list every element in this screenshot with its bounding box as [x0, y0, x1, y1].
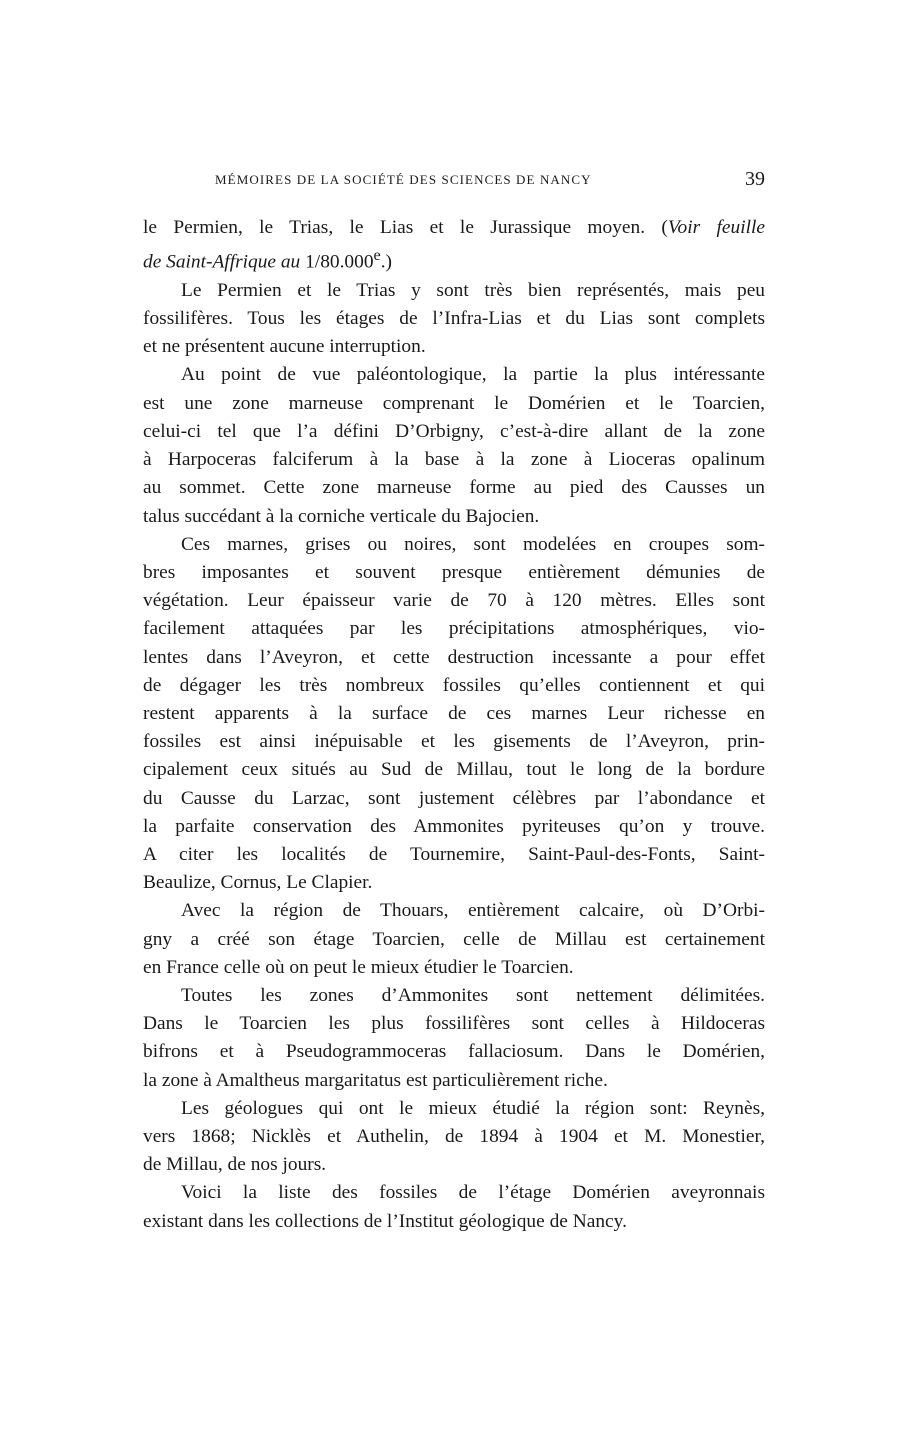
text-line: A citer les localités de Tournemire, Saint-Paul-des-Fonts, Saint-: [143, 843, 765, 865]
paragraph-2: [143, 277, 765, 362]
text-line: Les géologues qui ont le mieux étudié la région sont: Reynès,: [181, 1097, 765, 1119]
paragraph-5: [143, 897, 765, 982]
text-line: restent apparents à la surface de ces marnes Leur richesse en: [143, 702, 765, 724]
text-line: au sommet. Cette zone marneuse forme au pied des Causses un: [143, 477, 765, 499]
text-line: facilement attaquées par les précipitations atmosphériques, vio-: [143, 618, 765, 640]
text-run: le Permien, le Trias, le Lias et le Jurassique moyen. (: [143, 217, 668, 238]
text-line: à Harpoceras falciferum à la base à la zone à Lioceras opalinum: [143, 449, 765, 471]
text-line: celui-ci tel que l’a défini D’Orbigny, c’est-à-dire allant de la zone: [143, 420, 765, 442]
text-line: du Causse du Larzac, sont justement célèbres par l’abondance et: [143, 787, 765, 809]
text-line: [143, 242, 765, 277]
text-line: Beaulize, Cornus, Le Clapier.: [143, 872, 373, 894]
paragraph-8: [143, 1179, 765, 1235]
text-line: [143, 214, 765, 242]
text-run: .): [380, 251, 393, 273]
paragraph-3: [143, 361, 765, 530]
text-line: la parfaite conservation des Ammonites pyriteuses qu’on y trouve.: [143, 815, 765, 837]
text-line: gny a créé son étage Toarcien, celle de Millau est certainement: [143, 928, 765, 950]
text-line: et ne présentent aucune interruption.: [143, 336, 426, 358]
italic-run: de Saint-Affrique au: [143, 251, 301, 273]
italic-run: Voir feuille: [667, 217, 765, 238]
text-line: bres imposantes et souvent presque entièrement démunies de: [143, 561, 765, 583]
text-line: talus succédant à la corniche verticale du Bajocien.: [143, 505, 540, 527]
text-line: Dans le Toarcien les plus fossilifères sont celles à Hildoceras: [143, 1013, 765, 1035]
running-head: MÉMOIRES DE LA SOCIÉTÉ DES SCIENCES DE NANCY: [215, 172, 592, 187]
text-line: Toutes les zones d’Ammonites sont nettement délimitées.: [181, 984, 765, 1006]
body-text: [143, 214, 765, 1236]
text-line: est une zone marneuse comprenant le Domérien et le Toarcien,: [143, 392, 765, 414]
paragraph-7: [143, 1095, 765, 1180]
text-line: Le Permien et le Trias y sont très bien représentés, mais peu: [181, 279, 765, 301]
text-line: bifrons et à Pseudogrammoceras fallaciosum. Dans le Domérien,: [143, 1041, 765, 1063]
paragraph-4: [143, 531, 765, 898]
paragraph-1: [143, 214, 765, 277]
paragraph-6: [143, 982, 765, 1095]
text-line: cipalement ceux situés au Sud de Millau, tout le long de la bordure: [143, 759, 765, 781]
text-run: 1/80.000: [300, 251, 374, 273]
text-line: de dégager les très nombreux fossiles qu’elles contiennent et qui: [143, 674, 765, 696]
text-line: en France celle où on peut le mieux étudier le Toarcien.: [143, 956, 574, 978]
text-line: fossilifères. Tous les étages de l’Infra-Lias et du Lias sont complets: [143, 308, 765, 330]
text-line: Avec la région de Thouars, entièrement calcaire, où D’Orbi-: [181, 900, 765, 922]
superscript: e: [373, 247, 381, 265]
text-line: fossiles est ainsi inépuisable et les gisements de l’Aveyron, prin-: [143, 731, 765, 753]
text-line: la zone à Amaltheus margaritatus est particulièrement riche.: [143, 1069, 608, 1091]
text-line: Au point de vue paléontologique, la partie la plus intéressante: [181, 364, 765, 386]
text-line: de Millau, de nos jours.: [143, 1154, 327, 1176]
text-line: Ces marnes, grises ou noires, sont modelées en croupes som-: [181, 533, 765, 555]
page-header: [215, 168, 765, 196]
page-number: 39: [745, 168, 765, 190]
text-line: Voici la liste des fossiles de l’étage Domérien aveyronnais: [181, 1182, 765, 1204]
text-line: végétation. Leur épaisseur varie de 70 à 120 mètres. Elles sont: [143, 590, 765, 612]
text-line: lentes dans l’Aveyron, et cette destruction incessante a pour effet: [143, 646, 765, 668]
text-line: existant dans les collections de l’Institut géologique de Nancy.: [143, 1210, 627, 1232]
text-line: vers 1868; Nicklès et Authelin, de 1894 à 1904 et M. Monestier,: [143, 1125, 765, 1147]
